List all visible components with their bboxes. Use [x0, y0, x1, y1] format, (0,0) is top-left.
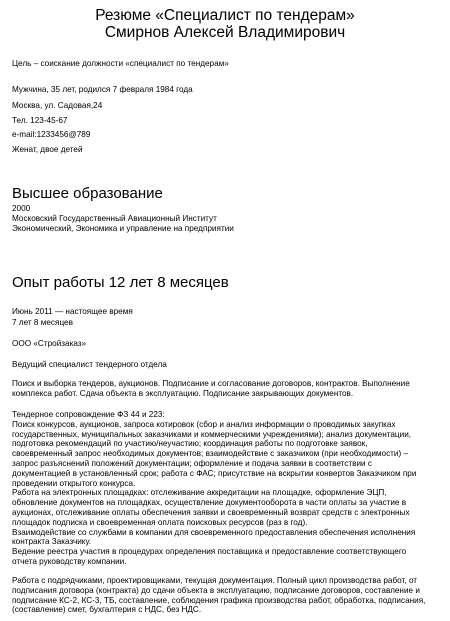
paragraph-line: Поиск конкурсов, аукционов, запроса котировок (сбор и анализ информации о проводимых закупках — [12, 419, 396, 429]
paragraph-line: комплекса работ. Сдача объекта в эксплуатацию. Подписание закрывающих документов. — [12, 388, 354, 398]
paragraph-line: Тендерное сопровождение ФЗ 44 и 223: — [12, 410, 165, 419]
resume-title: Резюме «Специалист по тендерам» — [95, 7, 355, 24]
objective-line: Цель – соискание должности «специалист по тендерам» — [12, 59, 229, 68]
paragraph-line: государственных, муниципальных заказчиками и коммерческими учреждениями); анализ документации, — [12, 429, 412, 439]
paragraph-line: обновление документов на площадках, осуществление документооборота в части оплаты за участие в — [12, 498, 407, 508]
job-position: Ведущий специалист тендерного отдела — [12, 360, 167, 369]
experience-heading: Опыт работы 12 лет 8 месяцев — [12, 274, 229, 291]
company-name: ООО «Стройзаказ» — [12, 339, 87, 348]
bio-line: Мужчина, 35 лет, родился 7 февраля 1984 года — [12, 85, 193, 94]
education-heading: Высшее образование — [12, 185, 163, 202]
paragraph-line: документацией в установленный срок; работа с ФАС; присутствие на вскрытии конвертов Заказчиком при — [12, 468, 417, 478]
paragraph-line: запрос разъяснений положений документации; оформление и подача заявки в соответствии с — [12, 458, 372, 468]
education-institution: Московский Государственный Авиационный Институт — [12, 214, 217, 223]
paragraph-line: подписание КС-2, КС-3, ТБ, составление, соблюдения графика производства работ, обработка, подписания, — [12, 595, 426, 605]
duties-paragraph-1 — [12, 379, 440, 399]
paragraph-line: отчета руководству компании. — [12, 556, 127, 566]
duties-paragraph-3 — [12, 576, 440, 615]
phone-line: Тел. 123-45-67 — [12, 116, 68, 125]
email-line: e-mail:1233456@789 — [12, 130, 91, 139]
experience-duration: 7 лет 8 месяцев — [12, 318, 73, 327]
paragraph-line: Поиск и выборка тендеров, аукционов. Подписание и согласование договоров, контрактов. Выполнение — [12, 379, 410, 388]
address-line: Москва, ул. Садовая,24 — [12, 101, 103, 110]
experience-period: Июнь 2011 — настоящее время — [12, 307, 133, 316]
paragraph-line: контракта Заказчику. — [12, 537, 92, 547]
paragraph-line: подготовка рекомендаций по участию/неучастию; координация работы по подготовке заявок, — [12, 439, 368, 449]
family-line: Женат, двое детей — [12, 145, 83, 154]
candidate-name: Смирнов Алексей Владимирович — [104, 24, 346, 41]
education-year: 2000 — [12, 204, 31, 213]
paragraph-line: подписания договора (контракта) до сдачи объекта в эксплуатацию, подписание договоров, составление и — [12, 585, 420, 595]
paragraph-line: своевременный запрос необходимых документов; взаимодействие с заказчиком (при необходимости) – — [12, 449, 409, 459]
paragraph-line: Работа на электронных площадках: отслеживание аккредитации на площадке, оформление ЭЦП, — [12, 488, 387, 498]
paragraph-line: аукционах, отслеживание оплаты обеспечения заявки и своевременный возврат средств с электронных — [12, 507, 410, 517]
paragraph-line: Взаимодействие со службами в компании для своевременного предоставления обеспечения исполнения — [12, 527, 416, 537]
paragraph-line: Ведение реестра участия в процедурах определения поставщика и предоставление соответствующего — [12, 547, 407, 557]
paragraph-line: площадок подписка и своевременная оплата поисковых ресурсов (раз в год). — [12, 517, 308, 527]
duties-paragraph-2 — [12, 410, 440, 567]
paragraph-line: (составление) смет, бухгалтерия с НДС, без НДС. — [12, 605, 202, 615]
paragraph-line: проведении открытого конкурса. — [12, 478, 136, 488]
education-faculty: Экономический, Экономика и управление на предприятии — [12, 224, 234, 233]
paragraph-line: Работа с подрядчиками, проектировщиками, текущая документация. Полный цикл производства работ, от — [12, 576, 418, 585]
